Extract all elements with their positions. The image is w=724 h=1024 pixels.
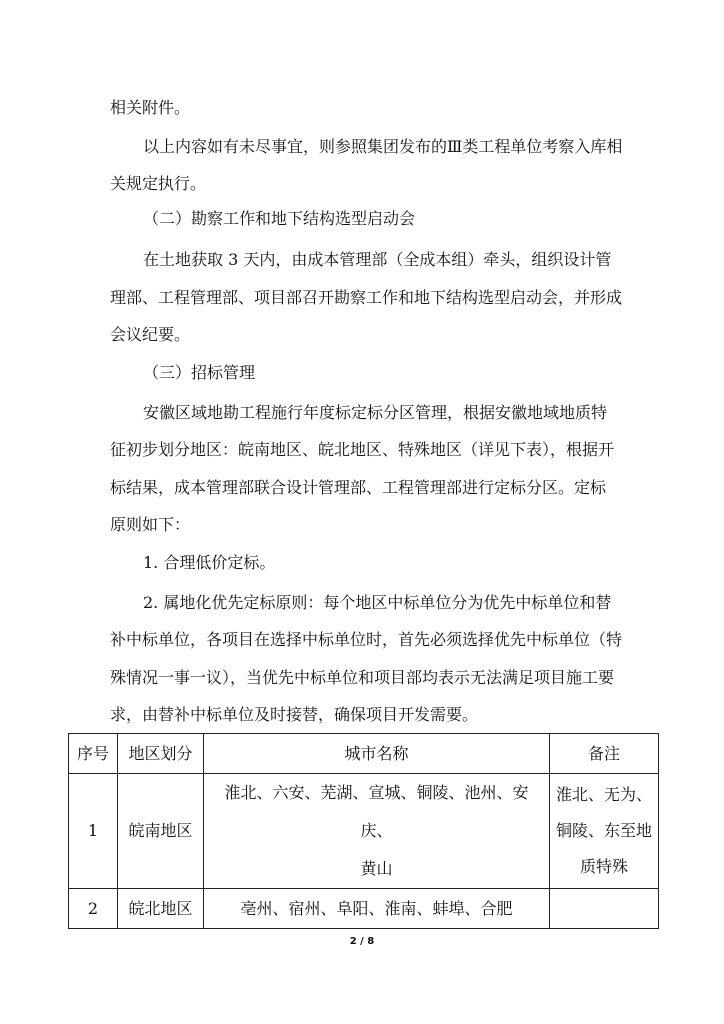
paragraph-line: 求，由替补中标单位及时接替，确保项目开发需要。 [110, 705, 479, 724]
paragraph-line: 在土地获取 3 天内，由成本管理部（全成本组）牵头，组织设计管 [143, 250, 612, 269]
paragraph-line: 以上内容如有未尽事宜，则参照集团发布的Ⅲ类工程单位考察入库相 [143, 137, 623, 156]
note-line: 铜陵、东至地 [556, 821, 653, 840]
note-line: 淮北、无为、 [556, 785, 653, 804]
cities-cell: 亳州、宿州、阜阳、淮南、蚌埠、合肥 [204, 889, 550, 929]
row-number-cell: 2 [69, 889, 118, 929]
note-cell [550, 774, 659, 889]
page-number: 2 / 8 [349, 936, 375, 947]
paragraph-line: 相关附件。 [110, 98, 191, 117]
header-cell: 城市名称 [204, 734, 550, 774]
table-header-row [69, 734, 659, 774]
paragraph-line: 理部、工程管理部、项目部召开勘察工作和地下结构选型启动会，并形成 [110, 288, 623, 307]
paragraph-line: 标结果，成本管理部联合设计管理部、工程管理部进行定标分区。定标 [110, 478, 607, 497]
table-row [69, 774, 659, 889]
paragraph-line: 会议纪要。 [110, 325, 191, 344]
paragraph-line: 安徽区域地勘工程施行年度标定标分区管理，根据安徽地域地质特 [143, 403, 608, 422]
section-heading: （二）勘察工作和地下结构选型启动会 [143, 209, 416, 228]
table-row [69, 889, 659, 929]
cities-line: 淮北、六安、芜湖、宣城、铜陵、池州、安庆、 [224, 783, 529, 840]
cities-cell [204, 774, 550, 889]
header-cell: 备注 [550, 734, 659, 774]
paragraph-line: 关规定执行。 [110, 174, 207, 193]
header-cell: 地区划分 [118, 734, 204, 774]
list-item: 1. 合理低价定标。 [143, 553, 276, 572]
note-cell [550, 889, 659, 929]
paragraph-line: 殊情况一事一议），当优先中标单位和项目部均表示无法满足项目施工要 [110, 668, 615, 687]
section-heading: （三）招标管理 [143, 363, 256, 382]
paragraph-line: 原则如下： [110, 515, 191, 534]
region-table [68, 733, 659, 929]
list-item: 2. 属地化优先定标原则：每个地区中标单位分为优先中标单位和替 [143, 593, 612, 612]
region-cell: 皖南地区 [118, 774, 204, 889]
row-number-cell: 1 [69, 774, 118, 889]
header-cell: 序号 [69, 734, 118, 774]
cities-line: 黄山 [360, 859, 393, 878]
paragraph-line: 征初步划分地区：皖南地区、皖北地区、特殊地区（详见下表），根据开 [110, 440, 615, 459]
paragraph-line: 补中标单位，各项目在选择中标单位时，首先必须选择优先中标单位（特 [110, 630, 623, 649]
region-cell: 皖北地区 [118, 889, 204, 929]
note-line: 质特殊 [579, 857, 628, 876]
